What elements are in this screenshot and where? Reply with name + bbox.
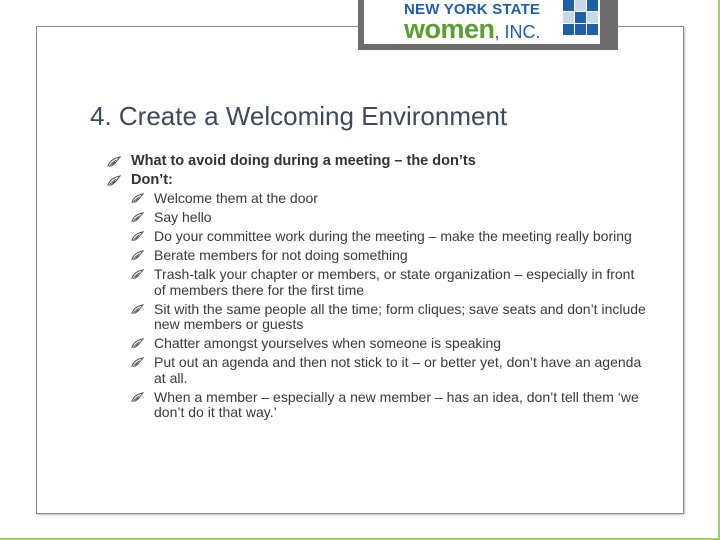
slide-content (107, 152, 647, 424)
fleuron-bullet-icon (131, 357, 144, 368)
list-item-text: What to avoid doing during a meeting – the don’ts (131, 153, 476, 169)
sub-list-item (131, 267, 647, 298)
logo-word: women (404, 14, 495, 44)
sub-list-item-text: Trash-talk your chapter or members, or state organization – especially in front of members there for the first time (154, 266, 635, 298)
logo-suffix: , INC. (494, 22, 541, 42)
sub-bullet-list (131, 191, 647, 421)
list-item (107, 171, 647, 421)
fleuron-bullet-icon (131, 193, 144, 204)
bullet-list (107, 152, 647, 421)
fleuron-bullet-icon (131, 250, 144, 261)
logo-line1: NEW YORK STATE (404, 1, 541, 18)
sub-list-item-text: Sit with the same people all the time; form cliques; save seats and don’t include new members or guests (154, 300, 646, 332)
list-item (107, 152, 647, 171)
fleuron-bullet-icon (107, 175, 121, 187)
sub-list-item (131, 390, 647, 421)
sub-list-item-text: Do your committee work during the meeting – make the meeting really boring (154, 228, 632, 244)
fleuron-bullet-icon (131, 212, 144, 223)
sub-list-item-text: Put out an agenda and then not stick to it – or better yet, don’t have an agenda at all. (154, 354, 642, 386)
list-item-text: Don’t: (131, 172, 173, 188)
logo-line2 (404, 14, 541, 45)
fleuron-bullet-icon (131, 269, 144, 280)
sub-list-item (131, 229, 647, 245)
fleuron-bullet-icon (107, 156, 121, 168)
logo-squares-icon (562, 0, 600, 38)
fleuron-bullet-icon (131, 231, 144, 242)
logo (358, 0, 618, 50)
sub-list-item (131, 355, 647, 386)
fleuron-bullet-icon (131, 392, 144, 403)
sub-list-item-text: Chatter amongst yourselves when someone is speaking (154, 335, 502, 351)
slide-title: 4. Create a Welcoming Environment (90, 101, 508, 131)
logo-panel (364, 0, 600, 44)
sub-list-item (131, 248, 647, 264)
sub-list-item-text: Welcome them at the door (154, 190, 318, 206)
sub-list-item (131, 302, 647, 333)
sub-list-item (131, 210, 647, 226)
sub-list-item (131, 336, 647, 352)
sub-list-item-text: Say hello (154, 209, 212, 225)
sub-list-item-text: When a member – especially a new member – has an idea, don’t tell them ‘we don’t do it that way.’ (154, 388, 639, 420)
fleuron-bullet-icon (131, 304, 144, 315)
sub-list-item (131, 191, 647, 207)
sub-list-item-text: Berate members for not doing something (154, 247, 408, 263)
fleuron-bullet-icon (131, 338, 144, 349)
